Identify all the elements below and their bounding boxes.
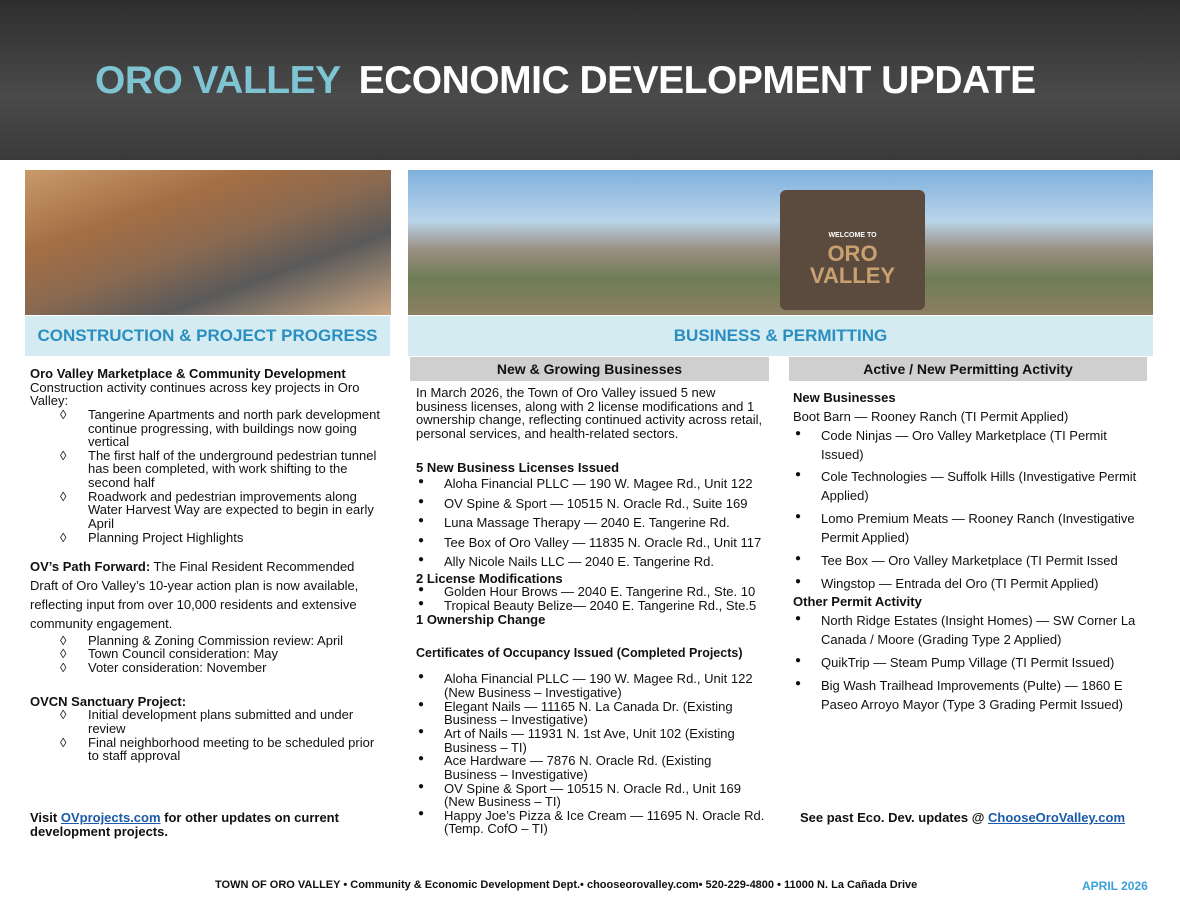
ovprojects-link[interactable]: OVprojects.com <box>60 810 161 825</box>
list-item: ● Big Wash Trailhead Improvements (Pulte) — 1860 E Paseo Arroyo Mayor (Type 3 Grading Permit Issued) <box>793 677 1148 715</box>
ovcn-title: OVCN Sanctuary Project: <box>30 693 187 709</box>
list-item: ● Tee Box — Oro Valley Marketplace (TI Permit Issed <box>793 552 1148 571</box>
list-item: ● Code Ninjas — Oro Valley Marketplace (TI Permit Issued) <box>793 427 1148 465</box>
ovcn-list <box>30 708 385 763</box>
list-item: ◊ Final neighborhood meeting to be scheduled prior to staff approval <box>30 736 385 763</box>
list-item: ◊ Town Council consideration: May <box>30 647 385 661</box>
list-item: ● Happy Joe’s Pizza & Ice Cream — 11695 N. Oracle Rd. (Temp. CofO – TI) <box>416 809 766 836</box>
construction-column <box>30 367 385 763</box>
list-item: ● Elegant Nails — 11165 N. La Canada Dr. (Existing Business – Investigative) <box>416 700 766 727</box>
intro-text: In March 2026, the Town of Oro Valley issued 5 new business licenses, along with 2 license modifications and 1 ownership change, reflecting continued activity across retail, personal services, and health-related sectors. <box>416 385 763 441</box>
visit-pre-text: Visit <box>30 810 61 825</box>
list-item: ● QuikTrip — Steam Pump Village (TI Permit Issued) <box>793 654 1148 673</box>
oro-valley-landscape-photo <box>408 170 1153 315</box>
path-forward-text: The Final Resident Recommended Draft of Oro Valley’s 10-year action plan is now available, reflecting input from over 10,000 residents and extensive community engagement. <box>30 559 359 631</box>
list-item: ● Golden Hour Brows — 2040 E. Tangerine Rd., Ste. 10 <box>416 585 766 599</box>
list-item: ◊ Roadwork and pedestrian improvements along Water Harvest Way are expected to begin in early April <box>30 490 385 531</box>
ownership-title: 1 Ownership Change <box>416 611 546 627</box>
list-item: ◊ Planning & Zoning Commission review: April <box>30 634 385 648</box>
mods-list <box>416 585 766 612</box>
permit-new-list <box>793 427 1148 594</box>
list-item: ● Lomo Premium Meats — Rooney Ranch (Investigative Permit Applied) <box>793 510 1148 548</box>
list-item: ● Aloha Financial PLLC — 190 W. Magee Rd., Unit 122 <box>416 474 766 494</box>
visit-post-text: for other updates on current development projects. <box>30 810 339 839</box>
list-item: ● Tropical Beauty Belize— 2040 E. Tangerine Rd., Ste.5 <box>416 599 766 613</box>
list-item: ◊ The first half of the underground pedestrian tunnel has been completed, with work shifting to the second half <box>30 449 385 490</box>
cofo-title: Certificates of Occupancy Issued (Completed Projects) <box>416 646 743 661</box>
mods-title: 2 License Modifications <box>416 570 563 586</box>
footer-date: APRIL 2026 <box>1082 879 1148 893</box>
sign-line-2: VALLEY <box>809 263 896 288</box>
list-item: ● Tee Box of Oro Valley — 11835 N. Oracle Rd., Unit 117 <box>416 533 766 553</box>
list-item: ◊ Tangerine Apartments and north park development continue progressing, with buildings now going vertical <box>30 408 385 449</box>
list-item: ● Cole Technologies — Suffolk Hills (Investigative Permit Applied) <box>793 468 1148 506</box>
section-construction-header: CONSTRUCTION & PROJECT PROGRESS <box>25 316 390 356</box>
list-item: ● Art of Nails — 11931 N. 1st Ave, Unit 102 (Existing Business – TI) <box>416 727 766 754</box>
page-title <box>95 60 1105 103</box>
past-updates-text: See past Eco. Dev. updates @ <box>800 810 988 825</box>
marketplace-text: Construction activity continues across key projects in Oro Valley: <box>30 379 360 409</box>
sign-top-text: WELCOME TO <box>828 232 877 239</box>
marketplace-title: Oro Valley Marketplace & Community Development <box>30 366 346 381</box>
header-banner <box>0 0 1180 160</box>
marketplace-list <box>30 408 385 544</box>
list-item: ● OV Spine & Sport — 10515 N. Oracle Rd., Unit 169 (New Business – TI) <box>416 782 766 809</box>
boot-barn-item: Boot Barn — Rooney Ranch (TI Permit Applied) <box>793 408 1069 424</box>
licenses-title: 5 New Business Licenses Issued <box>416 459 620 475</box>
list-item: ● Luna Massage Therapy — 2040 E. Tangerine Rd. <box>416 513 766 533</box>
new-businesses-title: New Businesses <box>793 390 896 405</box>
cofo-list <box>416 672 766 836</box>
sign-line-1: ORO <box>827 241 878 266</box>
past-updates-note <box>800 811 1150 825</box>
other-permits-title: Other Permit Activity <box>793 594 922 610</box>
list-item: ● OV Spine & Sport — 10515 N. Oracle Rd., Suite 169 <box>416 494 766 514</box>
permitting-column <box>793 389 1148 719</box>
construction-photo <box>25 170 391 315</box>
list-item: ● Ally Nicole Nails LLC — 2040 E. Tangerine Rd. <box>416 552 766 572</box>
path-forward-list <box>30 634 385 675</box>
title-accent: ORO VALLEY <box>95 59 341 102</box>
section-business-header: BUSINESS & PERMITTING <box>408 316 1153 356</box>
list-item: ◊ Voter consideration: November <box>30 661 385 675</box>
list-item: ● Ace Hardware — 7876 N. Oracle Rd. (Existing Business – Investigative) <box>416 754 766 781</box>
list-item: ◊ Initial development plans submitted and under review <box>30 708 385 735</box>
permit-other-list <box>793 612 1148 714</box>
list-item: ● North Ridge Estates (Insight Homes) — SW Corner La Canada / Moore (Grading Type 2 Applied) <box>793 612 1148 650</box>
licenses-list <box>416 474 766 572</box>
new-businesses-header: New & Growing Businesses <box>410 357 769 381</box>
permitting-header: Active / New Permitting Activity <box>789 357 1147 381</box>
new-businesses-column <box>416 386 766 836</box>
list-item: ● Wingstop — Entrada del Oro (TI Permit Applied) <box>793 575 1148 594</box>
path-forward-title: OV’s Path Forward: <box>30 559 151 575</box>
list-item: ◊ Planning Project Highlights <box>30 531 385 545</box>
list-item: ● Aloha Financial PLLC — 190 W. Magee Rd., Unit 122 (New Business – Investigative) <box>416 672 766 699</box>
title-main: ECONOMIC DEVELOPMENT UPDATE <box>358 59 1036 102</box>
chooseorovalley-link[interactable]: ChooseOroValley.com <box>988 810 1126 825</box>
welcome-sign <box>780 190 925 310</box>
visit-note <box>30 811 360 838</box>
footer-text: TOWN OF ORO VALLEY • Community & Economic Development Dept.• chooseorovalley.com• 520-229-4800 • 11000 N. La Cañada Drive <box>215 879 918 891</box>
